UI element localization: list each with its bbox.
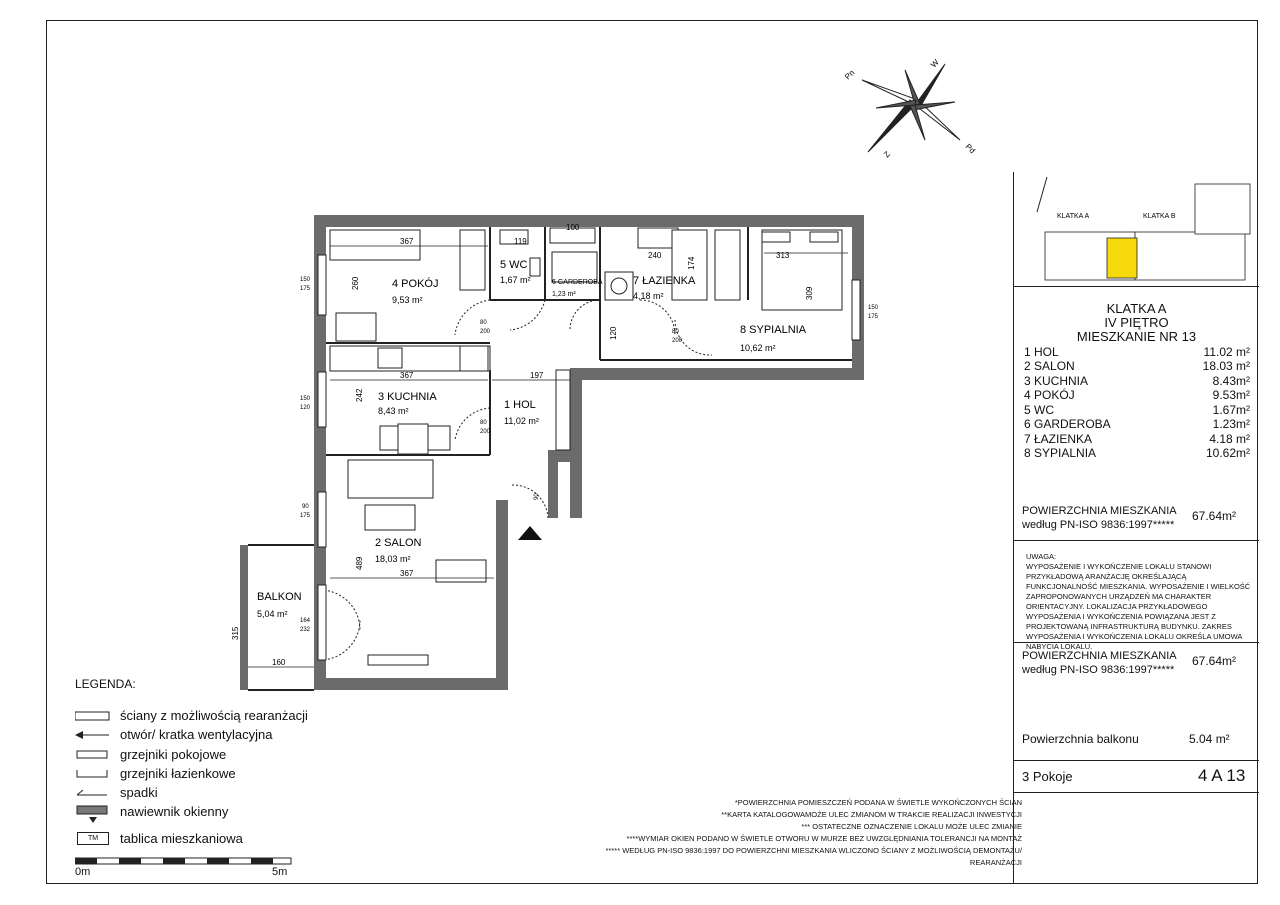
compass-w: Z bbox=[882, 149, 892, 160]
dim: 175 bbox=[300, 286, 311, 292]
dim: 240 bbox=[648, 251, 662, 260]
dim: 367 bbox=[400, 237, 414, 246]
info-room-name: 6 GARDEROBA bbox=[1024, 417, 1111, 431]
scale-end: 5m bbox=[272, 866, 288, 878]
key-stair-b: KLATKA B bbox=[1143, 213, 1176, 220]
info-room-name: 7 ŁAZIENKA bbox=[1024, 432, 1093, 446]
info-room-4 bbox=[1024, 388, 1250, 403]
info-room-area: 4.18 m² bbox=[1209, 432, 1250, 446]
divider bbox=[1014, 642, 1259, 643]
dim: 232 bbox=[300, 627, 311, 633]
room-2-area: 18,03 m² bbox=[375, 554, 411, 564]
dim: 242 bbox=[355, 388, 364, 402]
info-room-area: 1.23m² bbox=[1212, 417, 1250, 431]
room-radiator-icon bbox=[75, 749, 111, 761]
notes-title: UWAGA: bbox=[1026, 552, 1057, 561]
info-room-5 bbox=[1024, 403, 1250, 418]
dim: 164 bbox=[300, 618, 311, 624]
info-room-area: 9.53m² bbox=[1212, 388, 1250, 402]
room-5-name: 5 WC bbox=[500, 259, 528, 271]
total2-label-2: według PN-ISO 9836:1997***** bbox=[1022, 664, 1175, 676]
info-panel bbox=[1013, 172, 1259, 884]
dim: 120 bbox=[300, 405, 311, 411]
footnote: REARANŻACJI bbox=[969, 858, 1022, 867]
vent-arrow-icon bbox=[75, 729, 111, 741]
dim: 80 bbox=[480, 320, 487, 326]
balcony-value: 5.04 m² bbox=[1189, 732, 1230, 746]
total2-value: 67.64m² bbox=[1192, 654, 1237, 668]
divider bbox=[1014, 540, 1259, 541]
legend-label: tablica mieszkaniowa bbox=[120, 831, 243, 846]
divider bbox=[1014, 286, 1259, 287]
dim: 200 bbox=[480, 429, 491, 435]
balcony-area: 5,04 m² bbox=[257, 609, 288, 619]
footnote: *POWIERZCHNIA POMIESZCZEŃ PODANA W ŚWIETLE WYKOŃCZONYCH ŚCIAN bbox=[734, 798, 1022, 807]
footnote: ***** WEDŁUG PN-ISO 9836:1997 DO POWIERZCHNI MIESZKANIA WLICZONO ŚCIANY Z MOŻLIWOŚCIĄ DEMONTAŻU/ bbox=[605, 846, 1022, 855]
entrance-arrow-icon bbox=[518, 526, 542, 540]
info-room-area: 18.03 m² bbox=[1202, 359, 1250, 373]
dim: 150 bbox=[300, 396, 311, 402]
total-value: 67.64m² bbox=[1192, 509, 1237, 523]
info-room-area: 10.62m² bbox=[1205, 446, 1250, 460]
legend-label: ściany z możliwością rearanżacji bbox=[120, 708, 308, 723]
compass-s: Pd bbox=[963, 142, 977, 156]
info-room-name: 3 KUCHNIA bbox=[1024, 374, 1089, 388]
info-room-6 bbox=[1024, 417, 1250, 432]
notes-text: WYPOSAŻENIE I WYKOŃCZENIE LOKALU STANOWI PRZYKŁADOWĄ ARANŻACJĘ OKREŚLAJĄCĄ FUNKCJONALNOŚĆ MIESZKANIA. WYPOSAŻENIE I WIELKOŚĆ ZAPROPONOWANYCH URZĄDZEŃ MA CHARAKTER ORIENTACYJNY. LOKALIZACJA PRZYKŁADOWEGO WYPOSAŻENIA I WYKOŃCZENIA POWIĄZANA JEST Z PROJEKTOWANĄ INFRASTRUKTURĄ BUDYNKU. ZAKRES WYPOSAŻENIA I WYKOŃCZENIA LOKALU OKREŚLA UMOWA NABYCIA LOKALU. bbox=[1026, 562, 1251, 651]
dim: 313 bbox=[776, 251, 790, 260]
dim: 150 bbox=[868, 305, 879, 311]
room-3-name: 3 KUCHNIA bbox=[378, 391, 437, 403]
compass-n: Pn bbox=[843, 68, 857, 82]
dim: 200 bbox=[672, 338, 683, 344]
room-8-area: 10,62 m² bbox=[740, 343, 776, 353]
room-7-area: 4,18 m² bbox=[633, 291, 664, 301]
dim: 175 bbox=[868, 314, 879, 320]
dim: 80 bbox=[672, 329, 679, 335]
legend-label: spadki bbox=[120, 785, 158, 800]
total2-label-1: POWIERZCHNIA MIESZKANIA bbox=[1022, 650, 1177, 662]
key-stair-a: KLATKA A bbox=[1057, 213, 1090, 220]
tm-tag-icon: TM bbox=[77, 832, 109, 845]
balcony-label: Powierzchnia balkonu bbox=[1022, 732, 1139, 746]
legend-label: otwór/ kratka wentylacyjna bbox=[120, 727, 273, 742]
info-room-name: 4 POKÓJ bbox=[1024, 388, 1075, 402]
dim: 90 bbox=[302, 504, 309, 510]
room-3-area: 8,43 m² bbox=[378, 406, 409, 416]
room-1-name: 1 HOL bbox=[504, 399, 536, 411]
dim: 90 bbox=[534, 493, 540, 500]
dim: 119 bbox=[514, 237, 527, 246]
room-5-area: 1,67 m² bbox=[500, 275, 531, 285]
notes bbox=[1026, 552, 1252, 652]
scale-bar bbox=[75, 857, 295, 867]
legend-label: nawiewnik okienny bbox=[120, 804, 229, 819]
compass-e: W bbox=[929, 57, 941, 70]
info-room-3 bbox=[1024, 374, 1250, 389]
room-4-area: 9,53 m² bbox=[392, 295, 423, 305]
balcony-name: BALKON bbox=[257, 591, 302, 603]
dim: 367 bbox=[400, 371, 414, 380]
room-4-name: 4 POKÓJ bbox=[392, 278, 439, 290]
dim: 100 bbox=[566, 223, 580, 232]
info-floor: IV PIĘTRO bbox=[1104, 315, 1169, 330]
legend-label: grzejniki łazienkowe bbox=[120, 766, 236, 781]
compass-rose-icon bbox=[862, 64, 960, 152]
furniture bbox=[330, 228, 842, 665]
total-label-2: według PN-ISO 9836:1997***** bbox=[1022, 519, 1175, 531]
info-room-area: 8.43m² bbox=[1212, 374, 1250, 388]
room-1-area: 11,02 m² bbox=[504, 416, 539, 426]
dim: 120 bbox=[609, 326, 618, 340]
info-room-name: 5 WC bbox=[1024, 403, 1054, 417]
room-8-name: 8 SYPIALNIA bbox=[740, 324, 807, 336]
dim: 200 bbox=[480, 329, 491, 335]
dim: 80 bbox=[480, 420, 487, 426]
dim: 197 bbox=[530, 371, 544, 380]
rearrangeable-wall-icon bbox=[75, 710, 111, 722]
dim: 489 bbox=[355, 556, 364, 570]
dim: 150 bbox=[300, 277, 311, 283]
divider bbox=[1014, 792, 1259, 793]
dim: 309 bbox=[805, 286, 814, 300]
dim: 260 bbox=[351, 276, 360, 290]
dim: 160 bbox=[272, 658, 286, 667]
footnote: ****WYMIAR OKIEN PODANO W ŚWIETLE OTWORU W MURZE BEZ UWZGLĘDNIANIA TOLERANCJI NA MONTAŻ bbox=[626, 834, 1022, 843]
dim: 174 bbox=[687, 256, 696, 270]
footnote: *** OSTATECZNE OZNACZENIE LOKALU MOŻE ULEC ZMIANIE bbox=[801, 822, 1022, 831]
scale-start: 0m bbox=[75, 866, 91, 878]
room-6-area: 1,23 m² bbox=[552, 291, 576, 298]
bathroom-radiator-icon bbox=[75, 768, 111, 780]
room-2-name: 2 SALON bbox=[375, 537, 422, 549]
info-room-8 bbox=[1024, 446, 1250, 461]
dim: 175 bbox=[300, 513, 311, 519]
info-room-name: 2 SALON bbox=[1024, 359, 1075, 373]
slope-icon bbox=[75, 787, 111, 799]
dim: 367 bbox=[400, 569, 414, 578]
total-label-1: POWIERZCHNIA MIESZKANIA bbox=[1022, 505, 1177, 517]
info-room-name: 1 HOL bbox=[1024, 345, 1059, 359]
info-stair: KLATKA A bbox=[1106, 301, 1167, 316]
apartment-code: 4 A 13 bbox=[1198, 766, 1246, 785]
trickle-vent-icon bbox=[75, 804, 111, 824]
divider bbox=[1014, 760, 1259, 761]
windows bbox=[318, 255, 860, 660]
info-room-7 bbox=[1024, 432, 1250, 447]
info-room-area: 1.67m² bbox=[1212, 403, 1250, 417]
footnote: **KARTA KATALOGOWAMOŻE ULEC ZMIANOM W TRAKCIE REALIZACJI INWESTYCJI bbox=[721, 810, 1022, 819]
legend-title: LEGENDA: bbox=[75, 677, 136, 691]
info-room-area: 11.02 m² bbox=[1203, 345, 1250, 359]
room-6-name: 6 GARDEROBA bbox=[552, 279, 603, 286]
room-7-name: 7 ŁAZIENKA bbox=[633, 275, 696, 287]
info-room-1 bbox=[1024, 345, 1250, 360]
rooms-count: 3 Pokoje bbox=[1022, 769, 1073, 784]
info-room-2 bbox=[1024, 359, 1250, 374]
info-apartment: MIESZKANIE NR 13 bbox=[1076, 329, 1197, 344]
legend-label: grzejniki pokojowe bbox=[120, 747, 227, 762]
info-room-name: 8 SYPIALNIA bbox=[1024, 446, 1097, 460]
dim: 315 bbox=[231, 626, 240, 640]
